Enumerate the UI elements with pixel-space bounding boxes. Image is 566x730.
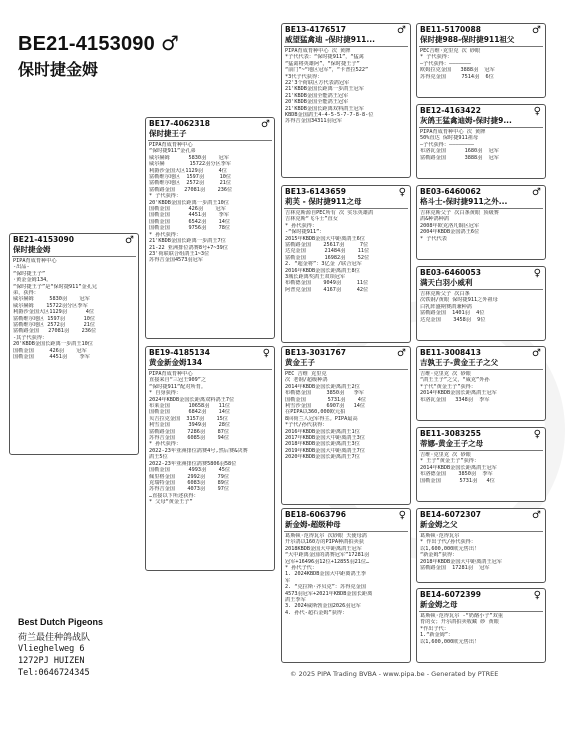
card-note-line: 以1,600,000欧元售出！: [420, 638, 480, 645]
pedigree-card-ggs-3[interactable]: [416, 346, 546, 421]
card-note-line: * 子代获得：: [149, 193, 182, 200]
card-notes: [417, 533, 545, 571]
card-note-line: 苏得吉金国 4073羽 97位: [149, 486, 230, 493]
card-note-line: 21'KBDB金国长距离一步鸽王冠军: [285, 86, 364, 93]
card-note-line: 2016年KBDB金国长距离鸽王1位: [285, 428, 360, 435]
card-name: 威望猛禽迪 -保时捷911...: [285, 35, 375, 44]
card-notes: [282, 48, 410, 125]
card-note-line: PEC吉维·克里克 次 砂眼: [420, 48, 481, 54]
card-note-line: 2017年KBDB金国大中距离鸽王3位: [285, 435, 365, 442]
card-name: 黄金新金姆134: [149, 358, 203, 367]
card-ring: BE11-5170088: [420, 25, 481, 34]
loft-city: 1272PJ HUIZEN: [18, 656, 85, 666]
card-note-line: 2004年KBDB金国鸽王6位: [420, 229, 480, 236]
card-note-line: 富勒路金国 3888羽 冠军: [420, 154, 499, 161]
card-note-line: …直接以下所述获得：: [149, 492, 199, 499]
card-note-line: “保时捷911”金孔弟: [149, 148, 196, 155]
card-note-line: * 子代代表: [420, 235, 447, 242]
card-name: 保时捷王子: [149, 129, 187, 138]
card-ring: BE18-6063796: [285, 510, 346, 519]
card-notes: [417, 613, 545, 645]
card-note-line: 4573羽冠军+2021年KBDB金国长距离: [285, 590, 373, 597]
card-notes: [417, 129, 545, 161]
card-ring: BE03-6460062: [420, 187, 481, 196]
card-note-line: 以1,600,000欧元售出！: [420, 545, 480, 552]
card-note-line: 1. 2024KBDB金国大中距离鸽王季: [285, 571, 367, 578]
card-note-line: 2022-23年亚洲排位鸽赛5806羽58位: [149, 460, 237, 467]
card-note-line: 军: [285, 577, 291, 584]
card-note-line: PIPA育成育种中心 次 黄牌: [285, 48, 351, 54]
card-name: 灰鸽王猛禽迪姆-保时捷9...: [420, 116, 512, 125]
card-notes: [282, 210, 410, 293]
card-note-line: 威尔赫姆 5830羽 冠军: [13, 296, 90, 303]
card-note-line: 苏得克金国 7514羽 6位: [420, 73, 494, 80]
card-note-line: 威尔赫 15722羽分区季军: [149, 161, 232, 168]
card-note-line: 冠军+16496羽12位+12855羽21位…: [285, 558, 370, 565]
pedigree-card-dam[interactable]: [145, 346, 275, 571]
divider: [284, 46, 408, 47]
card-note-line: “前门”~“地区冠军”，“卡普拉522”: [285, 67, 369, 74]
sex-icon: ♀: [262, 348, 270, 359]
card-note-line: *作出子代：: [420, 625, 450, 632]
sex-icon: ♂: [261, 119, 270, 130]
card-ring: BE03-6460053: [420, 268, 481, 277]
card-note-line: 2018年KBDB金国大中距离鸽王冠军: [420, 558, 503, 565]
card-note-line: 利爵沙金国大区1129羽 4位: [13, 309, 95, 316]
divider: [148, 140, 272, 141]
card-note-line: -出品-: [13, 264, 30, 271]
card-note-line: * 孙代获得：: [149, 231, 182, 238]
card-ring: BE11-3083255: [420, 429, 481, 438]
card-note-line: 8回荷兰人冠军得主。PIPA最高: [285, 415, 358, 422]
card-note-line: “大中距离金国的鸽赛冠军”17281羽: [285, 552, 370, 559]
card-note-line: “鸽王王子”之父，“威克”外孙: [420, 377, 490, 384]
card-note-line: 吉维·克里克 次 砂眼: [420, 371, 471, 377]
card-note-line: 威尔赫姆 15722羽分区季军: [13, 302, 88, 309]
card-note-line: 国勒金国 4451羽 季军: [13, 354, 90, 361]
card-notes: [417, 48, 545, 80]
loft-name-cn: 荷兰最佳种鸽战队: [18, 633, 91, 643]
card-note-line: PIPA育成育种中心: [13, 258, 57, 264]
card-note-line: 利爵沙金国大区1129羽 4位: [149, 167, 227, 174]
pedigree-card-ggd-2[interactable]: [416, 266, 546, 341]
pedigree-card-subject[interactable]: [9, 233, 139, 455]
card-note-line: 葛斯顿·范得瓦尔 -“奶酪小子”双重: [420, 613, 504, 619]
card-note-line: * 王子“黄金王子”获得：: [420, 458, 480, 465]
card-name: 吉孰王子-黄金王子之父: [420, 358, 499, 367]
card-name: 莉芙 - 保时捷911之母: [285, 197, 362, 206]
divider: [284, 531, 408, 532]
card-note-line: 富勒路金国 25617羽 7位: [285, 242, 369, 249]
card-note-line: 贝吉拉克金国 3157羽 15位: [149, 415, 228, 422]
pedigree-card-ggs-2[interactable]: [416, 185, 546, 260]
card-ring: BE19-4185134: [149, 348, 210, 357]
sex-icon: ♀: [533, 106, 541, 117]
card-note-line: 23'荷联联合组鸽王1~3位: [149, 250, 210, 257]
sex-icon: ♂: [397, 348, 406, 359]
card-notes: [417, 371, 545, 403]
card-note-line: 达克金国 3458羽 9位: [420, 316, 486, 323]
card-ring: BE12-4163422: [420, 106, 481, 115]
card-note-line: 2024年KBDB金国长距离双料鸽王7位: [149, 396, 235, 403]
pedigree-card-grandsire-2[interactable]: [281, 346, 411, 505]
card-ring: BE11-3008413: [420, 348, 481, 357]
card-notes: [417, 452, 545, 484]
divider: [419, 531, 543, 532]
card-note-line: 富勒维尔地区 2572羽 21位: [149, 180, 232, 187]
card-note-line: “保时捷王子”是“保时捷911”金孔兄: [13, 283, 98, 290]
card-note-line: 苏得吉金国34311羽冠军: [285, 118, 343, 125]
card-note-line: 22'3个荷联区方代表鸽冠军: [285, 80, 350, 87]
card-note-line: 次 老钢/超级种鸽: [285, 377, 328, 384]
card-note-line: 葛斯顿·范得瓦尔: [420, 533, 460, 539]
card-note-line: -“保时捷911”：: [285, 229, 325, 236]
card-note-line: 2014年KBDB金国长距离鸽王2位: [285, 383, 360, 390]
subject-name: 保时捷金姆: [18, 60, 99, 79]
male-sex-icon: ♂: [160, 31, 179, 55]
card-notes: [417, 210, 545, 242]
sex-icon: ♀: [398, 187, 406, 198]
card-note-line: 2008年欧克洛凡铜区冠军: [420, 222, 480, 229]
divider: [419, 611, 543, 612]
card-note-line: 次铁钢/黄眼 保时捷911之外祖母: [420, 297, 498, 304]
card-note-line: 苏得吉金国 6085羽 94位: [149, 435, 230, 442]
sex-icon: ♂: [532, 25, 541, 36]
card-ring: BE14-6072399: [420, 590, 481, 599]
loft-phone: Tel:0646724345: [18, 668, 90, 678]
sex-icon: ♀: [398, 510, 406, 521]
card-note-line: “保时捷911”配对所育。: [149, 383, 207, 390]
card-note-line: 苏得吉金国4573羽冠军: [149, 257, 203, 264]
card-note-line: —子代获得：———————: [420, 60, 471, 67]
card-note-line: 富勒路金国 17281羽 冠军: [420, 565, 490, 572]
card-name: 满天白羽小威利: [420, 278, 473, 287]
card-note-line: 富勒金国 16982羽 52位: [285, 254, 370, 261]
card-notes: [146, 371, 274, 506]
card-note-line: 2. “克拉斯·齐贝克”：苏得克金国: [285, 584, 366, 591]
card-note-line: 2018年KBDB金国长距离鸽王3位: [285, 441, 360, 448]
card-note-line: 21-22 亚洲排位鸽赛8号+7~39位: [149, 244, 228, 251]
divider: [419, 289, 543, 290]
card-note-line: PIPA育成育种中心: [149, 371, 193, 377]
card-note-line: * 父母“黄金王子”: [149, 499, 193, 506]
card-notes: [146, 142, 274, 264]
card-note-line: 鸽&种鸽种鸽: [420, 216, 450, 223]
sex-icon: ♀: [533, 429, 541, 440]
sex-icon: ♂: [532, 187, 541, 198]
card-note-line: 国勒金国 9756羽 78位: [149, 225, 231, 232]
card-note-line: 富勒路金国 27081羽 236位: [149, 186, 233, 193]
card-note-line: 吉维·克里克 次 砂眼: [420, 452, 471, 458]
card-note-line: 吉林克斯父子 次白条黄眼 顶级赛: [420, 210, 499, 216]
card-note-line: 威尔赫姆 5830羽 冠军: [149, 154, 230, 161]
card-ring: BE17-4062318: [149, 119, 210, 128]
card-note-line: 2016年KBDB金国长距离鸽王8位: [285, 267, 360, 274]
card-note-line: 布勒德金国 3850羽 季军: [285, 390, 364, 397]
card-note-line: 21'KBDB金国长距离一步鸽王7位: [149, 238, 226, 245]
card-notes: [417, 291, 545, 323]
divider: [419, 208, 543, 209]
card-note-line: 3. 2024威斯勃金国2026羽冠军: [285, 603, 361, 610]
card-note-line: 富勒路金国 7286羽 87位: [149, 428, 230, 435]
card-note-line: 富勒路金国 27081羽 236位: [13, 328, 97, 335]
card-note-line: 佩里格金国 2992羽 79位: [149, 473, 230, 480]
card-note-line: 布洛瓦金国 3348羽 季军: [420, 396, 490, 403]
card-note-line: 葛斯顿·范得瓦尔 次砂眼 天使母鸽: [285, 533, 367, 539]
card-name: 蒂娜-黄金王子之母: [420, 439, 484, 448]
card-note-line: 达克金国 21484羽 11位: [285, 248, 370, 255]
pedigree-card-ggd-1[interactable]: [416, 104, 546, 179]
card-note-line: 21'KBDB金国长距离双料鸽王冠军: [285, 105, 364, 112]
card-note-line: 国勒金国 4451羽 季军: [149, 212, 230, 219]
card-notes: [282, 371, 410, 461]
card-note-line: “猛禽将英雄阿”，“保时捷王子”: [285, 60, 360, 67]
divider: [12, 256, 136, 257]
card-name: 保时捷金姆: [13, 245, 51, 254]
card-note-line: 弟，获得：: [13, 290, 39, 297]
card-notes: [10, 258, 138, 361]
card-note-line: 阿普克金国 4167羽 42位: [285, 286, 369, 293]
divider: [419, 369, 543, 370]
card-note-line: 2014年KBDB金国长距离鸽王冠军: [420, 464, 497, 471]
card-note-line: “保时捷王子”: [13, 270, 46, 277]
card-note-line: 国勒金国 5731羽 4位: [285, 396, 367, 403]
card-note-line: 3城长距离奖鸽王双项冠军: [285, 274, 346, 281]
card-note-line: 20'KBDB金国全能鸽王冠军: [285, 99, 349, 106]
divider: [284, 208, 408, 209]
card-name: 新金姆-超级种母: [285, 520, 341, 529]
card-note-line: 4. 孙代-超石金姆”获得：: [285, 609, 348, 616]
card-note-line: * 作出子代/孙代获得：: [420, 539, 477, 546]
card-note-line: 2015年KBDB金国大中距离鸽王6位: [285, 235, 365, 242]
card-note-line: 在PIPA以360,000欧元拍: [285, 409, 346, 416]
card-note-line: 富勒维尔地区 2572羽 21位: [13, 322, 96, 329]
pedigree-card-granddam-2[interactable]: [281, 508, 411, 663]
card-note-line: 直接来自“三冠王909”之: [149, 377, 207, 384]
card-note-line: ·黄金金姆134。: [13, 277, 52, 284]
pedigree-card-ggd-3[interactable]: [416, 427, 546, 502]
card-note-line: 育的女；开尔鸽拍卖收藏 砂 黄眼: [420, 619, 499, 626]
divider: [148, 369, 272, 370]
card-note-line: 富勒路金国 1401羽 4位: [420, 310, 485, 317]
card-note-line: 2019年KBDB金国大中距离鸽王7位: [285, 447, 365, 454]
pedigree-card-ggd-4[interactable]: [416, 588, 546, 663]
sex-icon: ♂: [532, 510, 541, 521]
card-note-line: *子代/孙代获得：: [285, 422, 328, 429]
card-note-line: 布洛德金国 3850羽 季军: [420, 471, 493, 478]
card-note-line: 国勒金国 426羽 冠军: [149, 206, 226, 213]
card-note-line: PIPA育成育种中心: [149, 142, 193, 148]
card-note-line: 2014年KBDB金国长距离鸽王冠军: [420, 390, 497, 397]
card-note-line: 21'KBDB金国全能鸽王冠军: [285, 92, 349, 99]
card-note-line: 利雪金国 3949羽 28位: [149, 422, 231, 429]
card-note-line: 2. “超金将”：3亿金 /联合冠军: [285, 261, 362, 268]
card-ring: BE21-4153090: [13, 235, 74, 244]
card-name: 新金姆之父: [420, 520, 458, 529]
card-note-line: 国勒金国 426羽 冠军: [13, 347, 87, 354]
card-notes: [282, 533, 410, 616]
pedigree-card-sire[interactable]: [145, 117, 275, 339]
card-note-line: 国勒金国 4993羽 45位: [149, 467, 231, 474]
card-note-line: 开尔鸽以160万的PIPA种鸽拍卖获: [285, 539, 364, 546]
card-ring: BE13-4176517: [285, 25, 346, 34]
card-ring: BE13-6143659: [285, 187, 346, 196]
card-note-line: PEC 吉维 克里克: [285, 371, 327, 377]
card-note-line: * 孙代获得：: [285, 222, 318, 229]
loft-name: Best Dutch Pigeons: [18, 617, 104, 627]
divider: [419, 127, 543, 128]
card-note-line: 吉林克斯父子 次白条: [420, 291, 470, 297]
card-note-line: KBDB金国鸽王4-4-5-5-7-7-8-8-位: [285, 112, 374, 119]
card-note-line: 富勒维尔地区 1597羽 10位: [13, 315, 96, 322]
page-title: [18, 31, 179, 56]
sex-icon: ♂: [532, 348, 541, 359]
card-name: 保时捷988-保时捷911祖父: [420, 35, 515, 44]
pedigree-card-granddam-1[interactable]: [281, 185, 411, 343]
card-note-line: 20'KBDB金国长距离一步鸽王10位: [149, 199, 229, 206]
card-name: 黄金王子: [285, 358, 315, 367]
card-note-line: 白乳阵盛期赛鸽兼种鸽: [420, 303, 472, 310]
card-note-line: 国勒金国 6542羽 14位: [149, 218, 231, 225]
pedigree-card-grandsire-1[interactable]: [281, 23, 411, 178]
sex-icon: ♂: [397, 25, 406, 36]
card-note-line: 布莱金国 10658羽 11位: [149, 403, 231, 410]
card-note-line: 50%直达 保时捷911祖母: [420, 135, 479, 142]
loft-street: Vlieghelweg 6: [18, 644, 85, 654]
card-note-line: * 孙代获得：: [149, 441, 182, 448]
divider: [419, 46, 543, 47]
card-note-line: * 孙代子代：: [285, 565, 318, 572]
footer-credit: © 2025 PIPA Trading BVBA - www.pipa.be - Generated by PTREE: [290, 670, 499, 678]
pedigree-card-ggs-1[interactable]: [416, 23, 546, 98]
card-note-line: 1.“新金姆”：: [420, 632, 454, 639]
card-note-line: 吉林克斯“飞斗士”直女: [285, 216, 338, 223]
card-note-line: 20'KBDB金国长距离一步鸽王10位: [13, 341, 93, 348]
card-note-line: 2022-23年亚洲排位鸽赛4号,然后赛&决赛: [149, 447, 248, 454]
card-note-line: 国勒金国 6842羽 14位: [149, 409, 231, 416]
card-note-line: 吉林克斯源自PEC所有 次 实乐英雄鸽: [285, 210, 374, 216]
sex-icon: ♂: [125, 235, 134, 246]
card-note-line: * 子代获得：: [420, 54, 453, 61]
card-note-line: 2020年KBDB金国长距离鸽王7位: [285, 454, 360, 461]
card-note-line: *子代“黄金王子”获得：: [420, 383, 477, 390]
card-note-line: 鸽王季军: [285, 597, 306, 604]
card-note-line: “新金姆”获得：: [420, 552, 458, 559]
card-note-line: —子代获得：————————: [420, 141, 475, 148]
card-note-line: *子代代表：“保时捷911”，“猛禽: [285, 54, 364, 61]
card-note-line: *3代子代获得：: [285, 73, 323, 80]
card-note-line: PIPA育成育种中心 次 黄牌: [420, 129, 486, 135]
card-ring: BE13-3031767: [285, 348, 346, 357]
card-name: 格斗士-保时捷911之外...: [420, 197, 508, 206]
card-name: 新金姆之母: [420, 600, 458, 609]
card-note-line: 国勒金国 5731羽 4位: [420, 477, 495, 484]
card-note-line: 布洛瓦金国 1680羽 冠军: [420, 148, 499, 155]
card-note-line: 布勒德金国 9049羽 11位: [285, 280, 369, 287]
card-note-line: 2018KBDB金国大中距离鸽王冠军: [285, 545, 362, 552]
card-note-line: 富勒维尔地区 1597羽 10位: [149, 174, 232, 181]
card-note-line: -其子代获得：: [13, 334, 48, 341]
sex-icon: ♀: [533, 590, 541, 601]
card-note-line: 鸽王5位: [149, 454, 168, 461]
subject-ring-number: BE21-4153090: [18, 33, 155, 55]
card-note-line: 克瑞特金国 6083羽 89位: [149, 479, 230, 486]
divider: [419, 450, 543, 451]
card-note-line: 欧姆拉克金国 3888羽 冠军: [420, 67, 495, 74]
card-ring: BE14-6072307: [420, 510, 481, 519]
pedigree-card-ggs-4[interactable]: [416, 508, 546, 583]
card-note-line: * 自身获得：: [149, 390, 182, 397]
divider: [284, 369, 408, 370]
card-note-line: 利雪沙金国 6907羽 14位: [285, 403, 366, 410]
sex-icon: ♀: [533, 268, 541, 279]
